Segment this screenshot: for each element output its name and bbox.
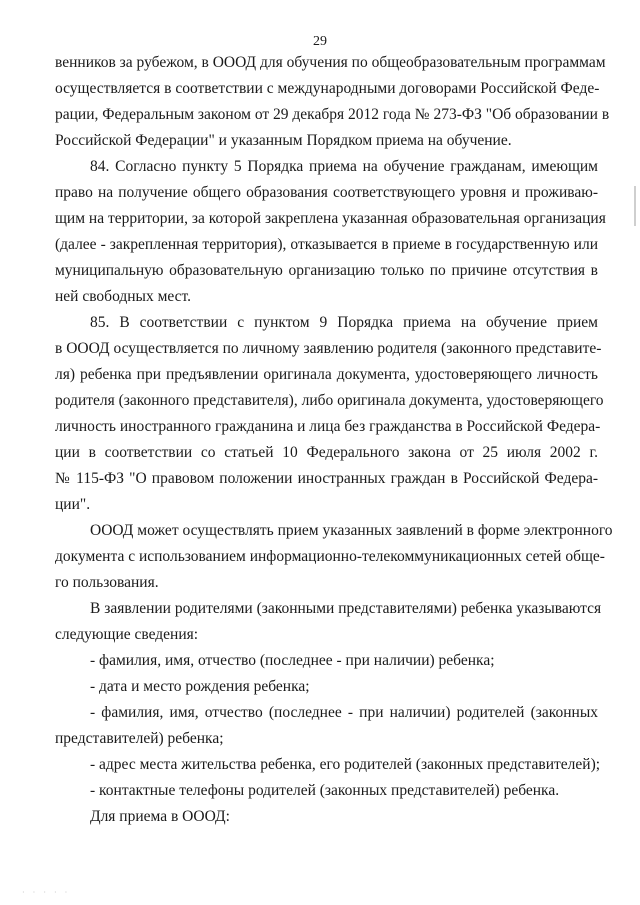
text-line: го пользования. (55, 574, 159, 591)
text-line: в ОООД осуществляется по личному заявлению родителя (законного представите- (55, 340, 602, 357)
paragraph-85-first-line: 85. В соответствии с пунктом 9 Порядка приема на обучение прием (90, 314, 598, 331)
scan-artifact-dots: · · · · · (22, 888, 71, 897)
paragraph-first-line: ОООД может осуществлять прием указанных заявлений в форме электронного (90, 522, 613, 539)
text-line: осуществляется в соответствии с международными договорами Российской Феде- (55, 80, 600, 97)
text-line: право на получение общего образования соответствующего уровня и проживаю- (55, 184, 598, 201)
text-line: № 115-ФЗ "О правовом положении иностранных граждан в Российской Федера- (55, 470, 598, 487)
list-item: - адрес места жительства ребенка, его родителей (законных представителей); (90, 756, 601, 773)
paragraph-84-first-line: 84. Согласно пункту 5 Порядка приема на обучение гражданам, имеющим (90, 158, 598, 175)
text-line: (далее - закрепленная территория), отказывается в приеме в государственную или (55, 236, 598, 253)
text-line: представителей) ребенка; (55, 730, 224, 747)
text-line: рации, Федеральным законом от 29 декабря 2012 года № 273-ФЗ "Об образовании в (55, 106, 610, 123)
list-item: - фамилия, имя, отчество (последнее - при наличии) ребенка; (90, 652, 495, 669)
text-line: ции в соответствии со статьей 10 Федерального закона от 25 июля 2002 г. (55, 444, 598, 461)
list-item: - контактные телефоны родителей (законных представителей) ребенка. (90, 782, 560, 799)
text-line: щим на территории, за которой закреплена указанная образовательная организация (55, 210, 606, 227)
text-line: ции". (55, 496, 91, 513)
text-line: ней свободных мест. (55, 288, 192, 305)
text-line: муниципальную образовательную организацию только по причине отсутствия в (55, 262, 598, 279)
text-line: ля) ребенка при предъявлении оригинала документа, удостоверяющего личность (55, 366, 598, 383)
text-line: родителя (законного представителя), либо оригинала документа, удостоверяющего (55, 392, 604, 409)
list-item: - фамилия, имя, отчество (последнее - при наличии) родителей (законных (90, 704, 598, 721)
text-line: документа с использованием информационно-телекоммуникационных сетей обще- (55, 548, 605, 565)
text-line: Российской Федерации" и указанным Порядком приема на обучение. (55, 132, 512, 149)
page-number: 29 (313, 34, 327, 49)
text-line: личность иностранного гражданина и лица без гражданства в Российской Федера- (55, 418, 601, 435)
list-item: - дата и место рождения ребенка; (90, 678, 310, 695)
text-line: венников за рубежом, в ОООД для обучения по общеобразовательным программам (55, 54, 606, 71)
scan-artifact (634, 186, 636, 226)
paragraph-first-line: В заявлении родителями (законными представителями) ребенка указываются (90, 600, 602, 617)
text-line: следующие сведения: (55, 626, 199, 643)
text-line: Для приема в ОООД: (90, 808, 230, 825)
